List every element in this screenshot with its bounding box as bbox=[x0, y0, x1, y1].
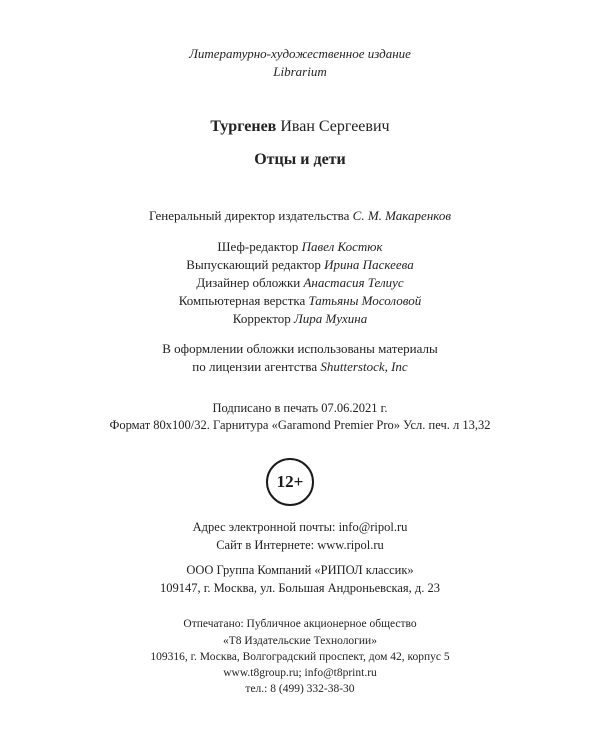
cover-notice-line-2 bbox=[0, 360, 600, 373]
signed-date: Подписано в печать 07.06.2021 г. bbox=[212, 401, 388, 415]
publisher-name: ООО Группа Компаний «РИПОЛ классик» bbox=[186, 563, 414, 577]
general-director-name: С. М. Макаренков bbox=[352, 208, 452, 223]
cover-designer-line bbox=[0, 276, 600, 289]
printer-line-5: тел.: 8 (499) 332-38-30 bbox=[245, 683, 355, 695]
series-name: Librarium bbox=[273, 64, 327, 79]
printer-line-3: 109316, г. Москва, Волгоградский проспект, дом 42, корпус 5 bbox=[150, 651, 450, 663]
cover-notice-line-1: В оформлении обложки использованы материалы bbox=[162, 341, 438, 356]
layout-role: Компьютерная верстка bbox=[178, 293, 306, 308]
cover-notice-prefix: по лицензии агентства bbox=[192, 359, 318, 374]
publication-type: Литературно-художественное издание bbox=[189, 46, 411, 61]
author-line bbox=[0, 119, 600, 135]
contact-website: Сайт в Интернете: www.ripol.ru bbox=[216, 538, 384, 552]
cover-designer-name: Анастасия Телиус bbox=[303, 275, 404, 290]
format-info: Формат 80х100/32. Гарнитура «Garamond Premier Pro» Усл. печ. л 13,32 bbox=[109, 418, 491, 432]
chief-editor-role: Шеф-редактор bbox=[217, 239, 299, 254]
proofreader-role: Корректор bbox=[232, 311, 291, 326]
cover-notice-agency: Shutterstock, Inc bbox=[320, 359, 408, 374]
printer-line-2: «Т8 Издательские Технологии» bbox=[223, 635, 377, 647]
author-given-names: Иван Сергеевич bbox=[280, 118, 390, 135]
proofreader-line bbox=[0, 312, 600, 325]
book-title: Отцы и дети bbox=[254, 151, 346, 168]
general-director-role: Генеральный директор издательства bbox=[148, 208, 350, 223]
printer-line-1: Отпечатано: Публичное акционерное общество bbox=[183, 618, 417, 630]
issuing-editor-line bbox=[0, 258, 600, 271]
printer-line-4: www.t8group.ru; info@t8print.ru bbox=[223, 667, 377, 679]
layout-line bbox=[0, 294, 600, 307]
proofreader-name: Лира Мухина bbox=[294, 311, 368, 326]
chief-editor-line bbox=[0, 240, 600, 253]
chief-editor-name: Павел Костюк bbox=[301, 239, 383, 254]
layout-name: Татьяны Мосоловой bbox=[308, 293, 422, 308]
contact-email: Адрес электронной почты: info@ripol.ru bbox=[192, 520, 408, 534]
issuing-editor-role: Выпускающий редактор bbox=[186, 257, 321, 272]
general-director-line bbox=[0, 209, 600, 222]
issuing-editor-name: Ирина Паскеева bbox=[324, 257, 414, 272]
author-surname: Тургенев bbox=[210, 118, 277, 135]
age-rating-badge: 12+ bbox=[266, 458, 314, 506]
publisher-address: 109147, г. Москва, ул. Большая Андроньевская, д. 23 bbox=[159, 581, 441, 595]
cover-designer-role: Дизайнер обложки bbox=[196, 275, 301, 290]
